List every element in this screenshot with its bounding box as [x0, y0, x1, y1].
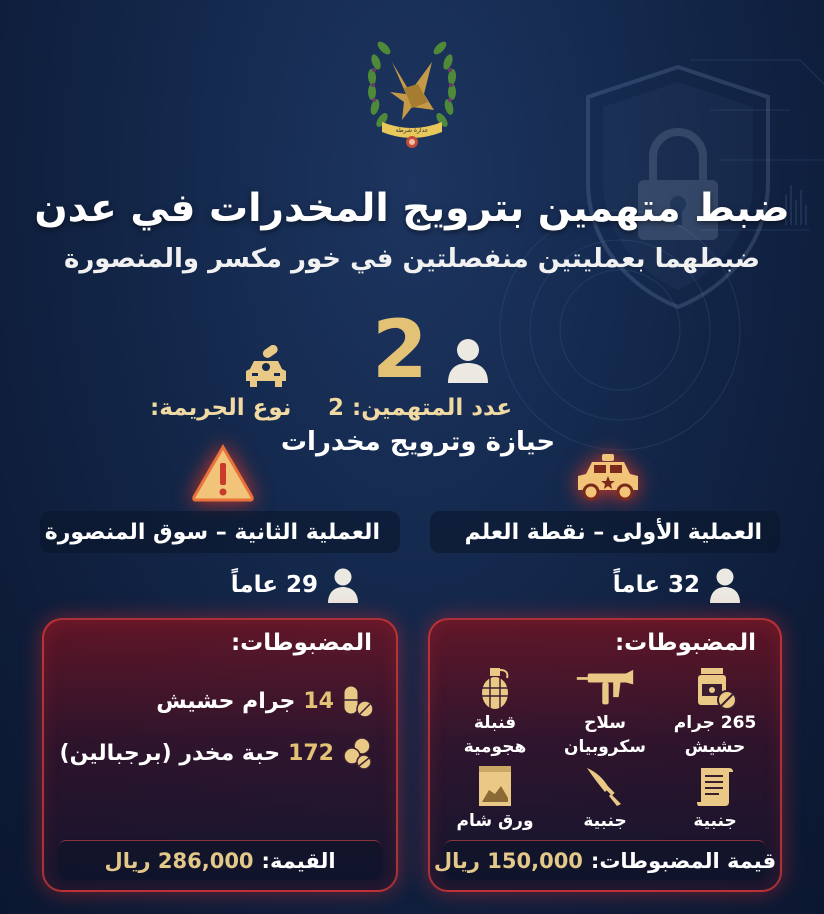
page-title: ضبط متهمين بترويج المخدرات في عدن [34, 186, 790, 231]
operation-2-age [231, 567, 360, 603]
crime-type-label: نوع الجريمة: [150, 395, 292, 421]
seized-item [440, 764, 550, 832]
page-subtitle: ضبطهما بعمليتين منفصلتين في خور مكسر والمنصورة [63, 244, 761, 274]
seized-item-label-line1: 265 جرام [673, 713, 757, 733]
seized-item-number: 172 [288, 740, 334, 766]
operation-2-header: العملية الثانية – سوق المنصورة [40, 511, 400, 553]
seized-items-list [60, 684, 374, 788]
svg-text:عدارة شرطة: عدارة شرطة [395, 127, 429, 134]
operation-2-seized-card [42, 618, 398, 892]
seized-item-label-line1: جنبية [583, 811, 627, 831]
seized-item-label-line1: سلاح [584, 713, 626, 733]
seized-item-label-line2: هجومية [463, 737, 527, 757]
dagger-icon [583, 764, 627, 808]
person-icon [446, 337, 490, 383]
capsule-pill-icon [342, 684, 374, 718]
seized-value-amount: 150,000 ريال [433, 848, 583, 873]
seized-item [550, 666, 660, 758]
seized-value-footer [58, 840, 382, 880]
seized-item-label-line2: سكروبيان [564, 737, 646, 757]
warning-icon [190, 443, 256, 503]
crime-type-value: حيازة وترويج مخدرات [280, 427, 556, 457]
seized-item-text: حبة مخدر (برجبالين) [59, 740, 281, 766]
seized-value-label: قيمة المضبوطات: [590, 848, 777, 873]
seized-item [440, 666, 550, 758]
car-pill-icon [244, 345, 288, 389]
seized-item-text: جرام حشيش [156, 688, 296, 714]
seized-item [60, 736, 374, 770]
seized-item-number: 14 [303, 688, 334, 714]
operation-1-header: العملية الأولى – نقطة العلم [430, 511, 780, 553]
seized-item [550, 764, 660, 832]
grenade-icon [473, 666, 517, 710]
seized-title: المضبوطات: [230, 630, 372, 656]
seized-item-label-line2: حشيش [684, 737, 746, 757]
accused-count-label: عدد المتهمين: 2 [328, 395, 513, 421]
pill-bottle-icon [693, 666, 737, 710]
seized-item [660, 764, 770, 832]
seized-value-label: القيمة: [261, 848, 336, 873]
seized-item-label-line1: جنبية [693, 811, 737, 831]
seized-value-footer [433, 840, 777, 880]
seized-item-label-line1: قنبلة [473, 713, 517, 733]
police-car-icon [574, 452, 642, 502]
pills-icon [342, 736, 374, 770]
seized-item [60, 684, 374, 718]
age-text: 29 عاماً [230, 572, 318, 598]
person-icon [708, 567, 742, 603]
package-icon [473, 764, 517, 808]
seized-items-grid [440, 666, 770, 832]
seized-title: المضبوطات: [614, 630, 756, 656]
operation-1-age [613, 567, 742, 603]
seized-value-amount: 286,000 ريال [104, 848, 254, 873]
person-icon [326, 567, 360, 603]
scroll-icon [693, 764, 737, 808]
operation-1-seized-card [428, 618, 782, 892]
submachine-gun-icon [575, 666, 635, 710]
seized-item [660, 666, 770, 758]
age-text: 32 عاماً [612, 572, 700, 598]
seized-item-label-line1: ورق شام [456, 811, 534, 831]
accused-count-big: 2 [372, 303, 428, 396]
police-emblem-logo [362, 22, 462, 150]
